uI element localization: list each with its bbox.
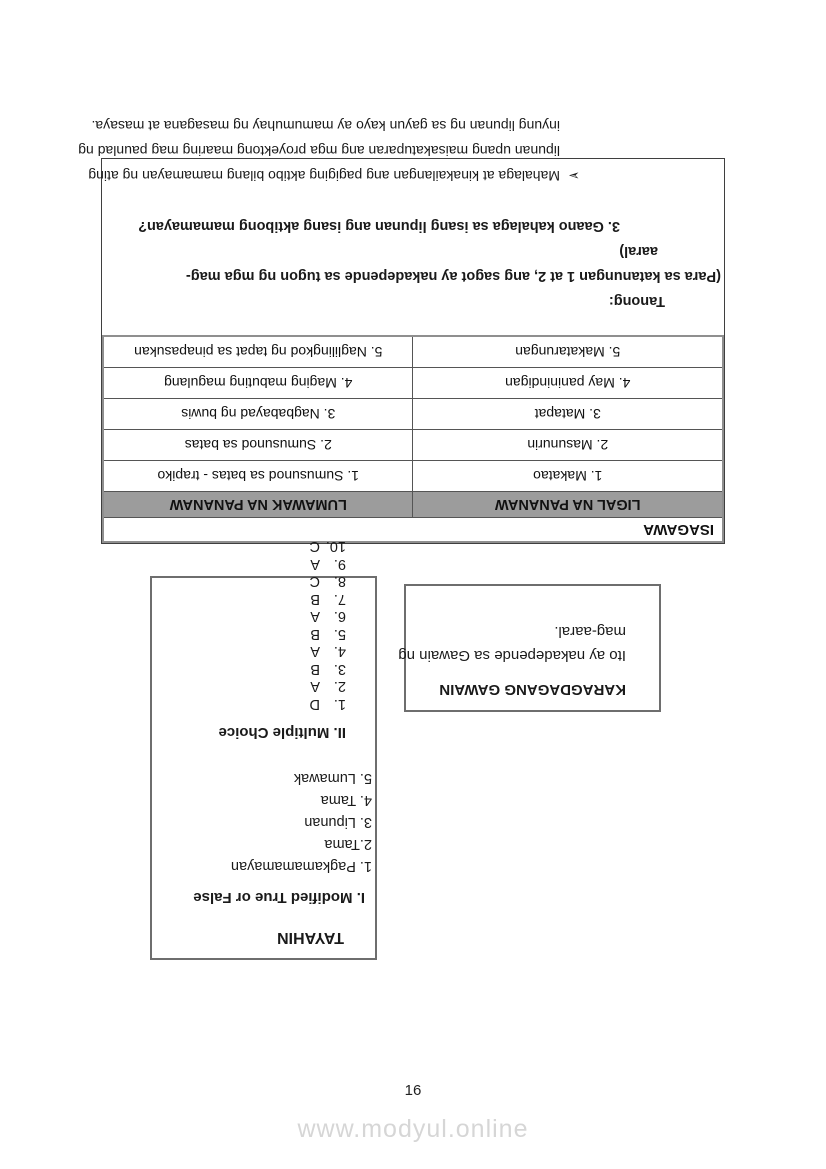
list-item (152, 537, 346, 555)
item-answer: A (310, 678, 320, 695)
tayahin-section-box (150, 538, 377, 960)
list-item (152, 607, 346, 625)
table-row (103, 461, 723, 492)
table-row (103, 368, 723, 399)
item-number: 7. (333, 591, 346, 607)
tanong-note-line1: (Para sa katanungan 1 at 2, ang sagot ay nakadepende sa tugon ng mga mag- (185, 268, 721, 284)
list-item (152, 590, 346, 608)
answer-line: inyung lipunan ng sa gayun kayo ay mamumuhay ng masagana at masaya. (91, 118, 560, 134)
item-answer: A (310, 608, 320, 625)
table-cell: 5. Makatarungan (413, 336, 723, 368)
item-number: 6. (333, 608, 346, 625)
table-cell: 3. Nagbabayad ng buwis (103, 399, 413, 430)
isagawa-section-box (78, 118, 725, 544)
item-answer: C (309, 538, 320, 555)
table-row (103, 430, 723, 461)
isagawa-header-row (103, 492, 723, 518)
table-cell: 5. Naglilingkod ng tapat sa pinapasukan (103, 336, 413, 368)
item-answer: B (310, 591, 320, 607)
body-line: mag-aaral. (554, 623, 626, 640)
table-row (103, 336, 723, 368)
tanong-block (78, 113, 724, 313)
list-item: 2.Tama (324, 836, 372, 852)
item-number: 9. (333, 556, 346, 572)
karagdagang-gawain-body (398, 619, 626, 667)
list-item: 4. Tama (320, 792, 372, 808)
list-item (152, 677, 346, 695)
arrowhead-bullet-icon: ➢ (568, 168, 580, 184)
list-item (152, 625, 346, 643)
item-answer: C (309, 573, 320, 590)
item-answer: A (310, 556, 320, 572)
item-answer: B (310, 661, 320, 677)
list-item (152, 660, 346, 678)
karagdagang-gawain-section-box (398, 584, 661, 712)
list-item (152, 555, 346, 573)
isagawa-table (102, 335, 724, 543)
body-line: Ito ay nakadepende sa Gawain ng (398, 647, 626, 664)
table-cell: 3. Matapat (413, 399, 723, 430)
item-number: 8. (333, 573, 346, 590)
table-cell: 2. Sumusunod sa batas (103, 430, 413, 461)
answer-bullet-text (78, 113, 560, 188)
table-cell: 4. May paninindigan (413, 368, 723, 399)
answer-bullet-paragraph (78, 113, 580, 188)
table-cell: 1. Makatao (413, 461, 723, 492)
question-3: 3. Gaano kahalaga sa isang lipunan ang isang aktibong mamamayan? (138, 218, 620, 234)
list-item: 1. Pagkamamamayan (230, 858, 372, 874)
list-item (152, 572, 346, 590)
item-number: 1. (333, 696, 346, 712)
table-row (103, 399, 723, 430)
table-cell: 4. Maging mabuting magulang (103, 368, 413, 399)
page-number: 16 (404, 1082, 422, 1099)
answer-line: lipunan upang maisakatuparan ang mga proyektong maaring mag paunlad ng (78, 143, 560, 159)
table-cell: 1. Sumusunod sa batas - trapiko (103, 461, 413, 492)
answer-line: Mahalaga at kinakailangan ang pagiging aktibo bilang mamamayan ng ating (88, 168, 560, 184)
watermark-text: www.modyul.online (297, 1115, 529, 1143)
table-cell: 2. Masunurin (413, 430, 723, 461)
column-header-lumawak: LUMAWAK NA PANANAW (103, 492, 413, 518)
tayahin-part2-title: II. Multiple Choice (218, 724, 346, 741)
item-number: 5. (333, 626, 346, 642)
tayahin-title: TAYAHIN (277, 929, 344, 946)
column-header-ligal: LIGAL NA PANANAW (413, 492, 723, 518)
list-item (152, 695, 346, 713)
tanong-label: Tanong: (608, 293, 665, 309)
item-number: 10. (325, 538, 346, 555)
isagawa-title: ISAGAWA (103, 518, 723, 543)
item-number: 2. (333, 678, 346, 695)
list-item: 5. Lumawak (293, 770, 372, 786)
item-answer: B (310, 626, 320, 642)
list-item: 3. Lipunan (304, 814, 372, 830)
item-answer: A (310, 643, 320, 660)
list-item (152, 642, 346, 660)
item-answer: D (309, 696, 320, 712)
item-number: 4. (333, 643, 346, 660)
karagdagang-gawain-title: KARAGDAGANG GAWAIN (439, 681, 626, 698)
tanong-note-line2: aaral) (619, 243, 658, 259)
multiple-choice-answers (152, 537, 346, 712)
true-false-answers (152, 767, 372, 877)
tayahin-part1-title: I. Modified True or False (193, 889, 365, 906)
item-number: 3. (333, 661, 346, 677)
